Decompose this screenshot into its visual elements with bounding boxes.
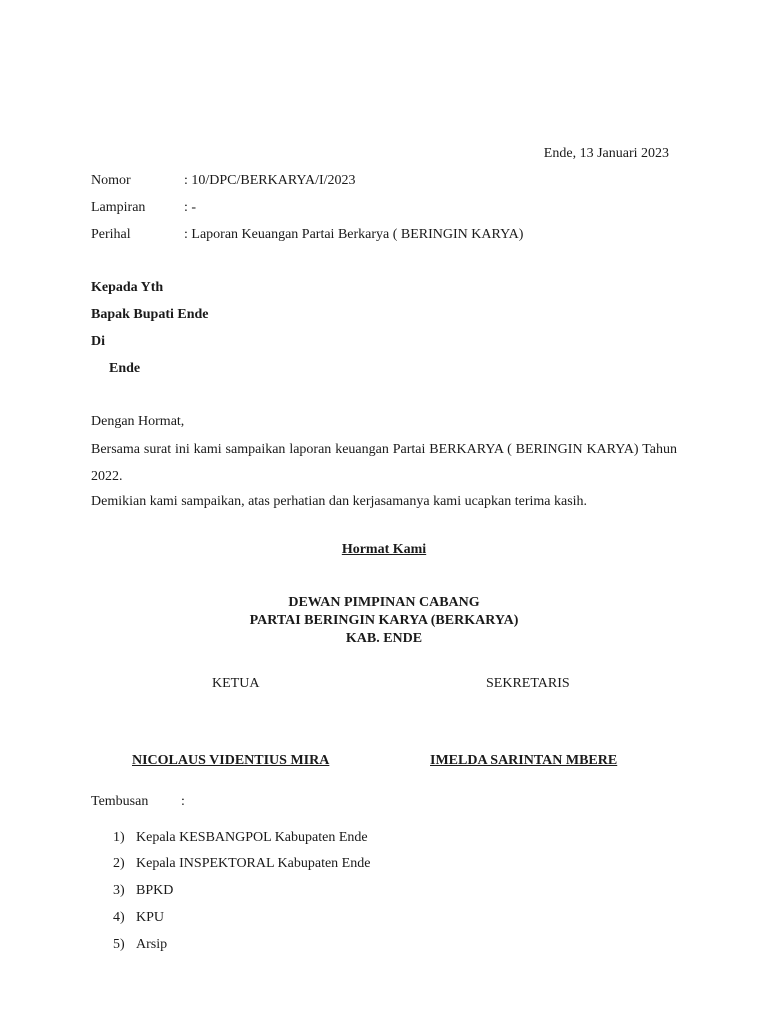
list-item-text: Kepala INSPEKTORAL Kabupaten Ende [136,856,371,871]
copies-colon: : [181,794,185,809]
meta-value: : - [184,200,197,215]
list-item-number: 2) [113,856,125,871]
meta-value: : Laporan Keuangan Partai Berkarya ( BERINGIN KARYA) [184,227,524,242]
meta-label: Nomor [91,173,131,188]
body-paragraph-1: Bersama surat ini kami sampaikan laporan keuangan Partai BERKARYA ( BERINGIN KARYA) Tahun 2022. [91,442,677,484]
recipient-line-3: Di [91,334,105,349]
list-item-number: 3) [113,883,125,898]
list-item-number: 5) [113,937,125,952]
org-line-1: DEWAN PIMPINAN CABANG [288,595,480,610]
recipient-line-2: Bapak Bupati Ende [91,307,209,322]
closing-salutation: Hormat Kami [341,542,427,557]
recipient-line-4: Ende [109,361,141,376]
meta-label: Lampiran [91,200,146,215]
greeting: Dengan Hormat, [91,414,185,429]
meta-value: : 10/DPC/BERKARYA/I/2023 [184,173,356,188]
signatory-title-right: SEKRETARIS [486,676,570,691]
body-paragraph-2: Demikian kami sampaikan, atas perhatian dan kerjasamanya kami ucapkan terima kasih. [91,494,588,509]
list-item-number: 1) [113,830,125,845]
org-line-2: PARTAI BERINGIN KARYA (BERKARYA) [249,613,519,628]
list-item-text: Kepala KESBANGPOL Kabupaten Ende [136,830,368,845]
list-item-text: KPU [136,910,165,925]
signatory-name-right: IMELDA SARINTAN MBERE [430,753,618,768]
copies-label: Tembusan [91,794,149,809]
place-date: Ende, 13 Januari 2023 [543,146,669,161]
signatory-title-left: KETUA [212,676,260,691]
list-item-text: Arsip [136,937,168,952]
signatory-name-left: NICOLAUS VIDENTIUS MIRA [132,753,330,768]
list-item-number: 4) [113,910,125,925]
meta-label: Perihal [91,227,131,242]
list-item-text: BPKD [136,883,174,898]
recipient-line-1: Kepada Yth [91,280,164,295]
org-line-3: KAB. ENDE [345,631,423,646]
